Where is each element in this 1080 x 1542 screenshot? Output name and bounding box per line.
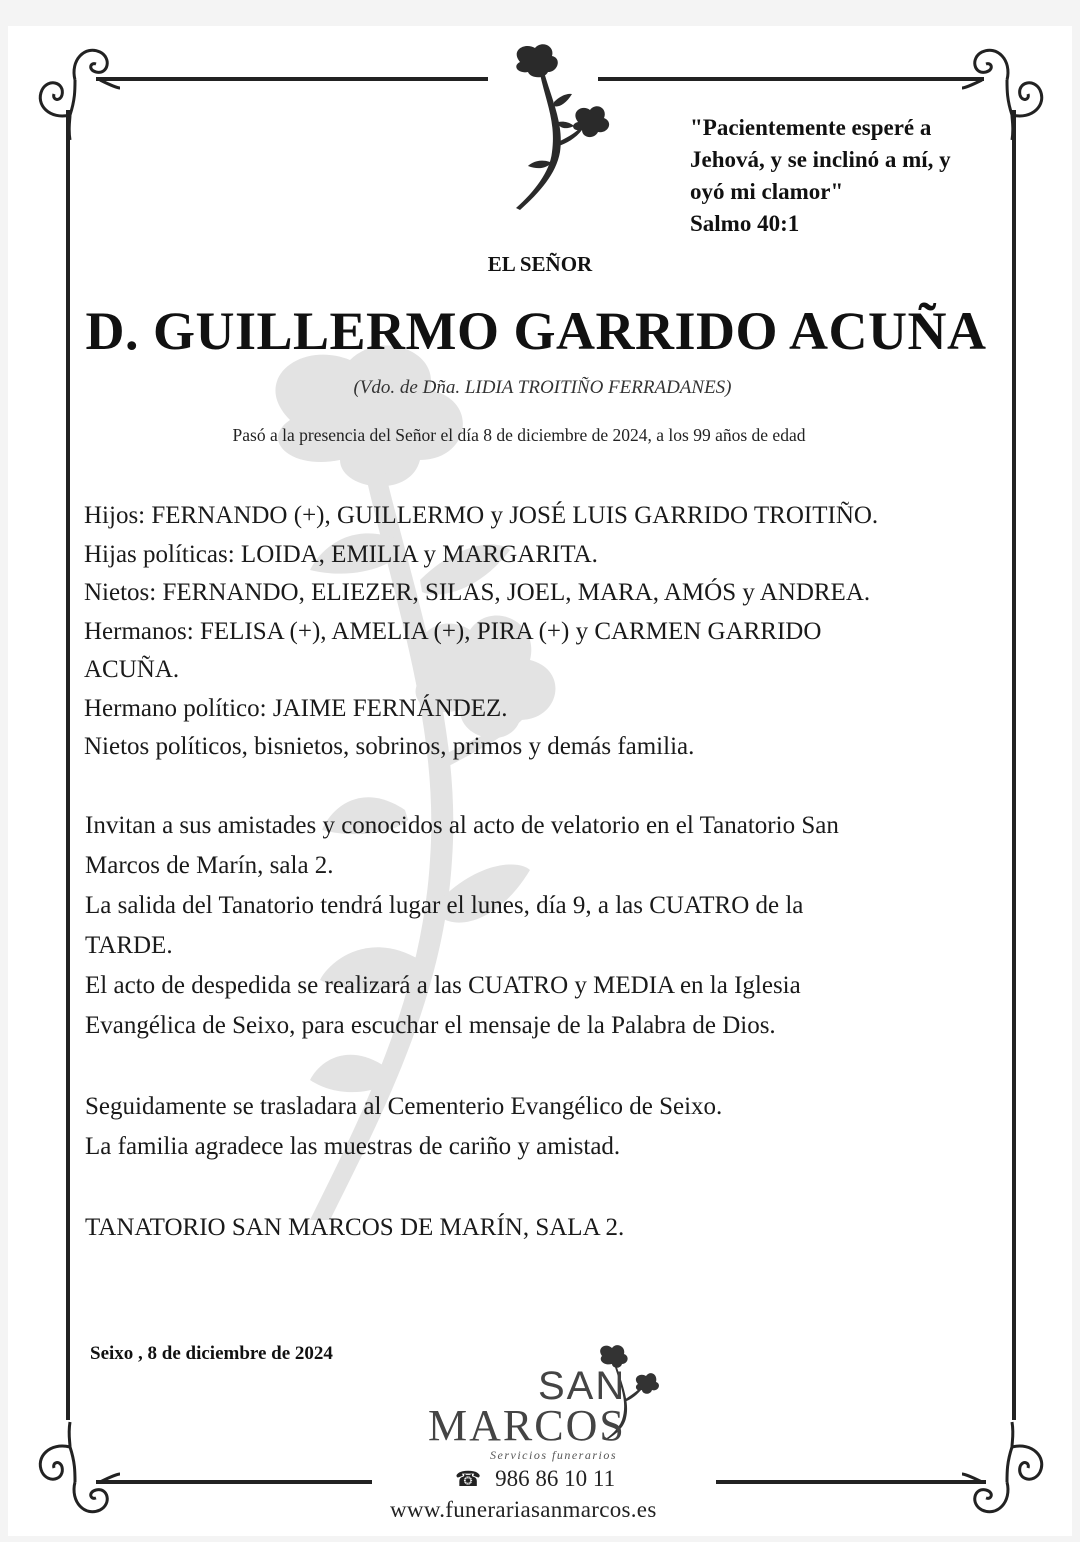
passing-note: Pasó a la presencia del Señor el día 8 de diciembre de 2024, a los 99 años de edad — [232, 425, 806, 445]
family-line: ACUÑA. — [84, 656, 180, 683]
quote-line-2: Jehová, y se inclinó a mí, y — [690, 147, 951, 172]
family-list — [84, 497, 984, 767]
ceremony-line: Invitan a sus amistades y conocidos al acto de velatorio en el Tanatorio San — [85, 812, 839, 839]
logo-san-text: SAN — [538, 1364, 627, 1408]
ceremony-line: El acto de despedida se realizará a las CUATRO y MEDIA en la Iglesia — [85, 972, 801, 999]
logo-subtitle: Servicios funerarios — [490, 1448, 617, 1462]
corner-ornament-bottom-right-icon — [962, 1412, 1052, 1522]
frame-bottom-right-line — [716, 1480, 986, 1484]
family-line: Hermanos: FELISA (+), AMELIA (+), PIRA (+) y CARMEN GARRIDO — [84, 617, 822, 645]
phone-line — [455, 1466, 615, 1492]
ceremony-line: La salida del Tanatorio tendrá lugar el lunes, día 9, a las CUATRO de la — [85, 892, 804, 919]
corner-ornament-top-left-icon — [30, 40, 120, 150]
corner-ornament-bottom-left-icon — [30, 1412, 120, 1522]
flower-icon — [500, 42, 620, 212]
ceremony-details — [85, 806, 985, 1046]
location-line — [85, 1208, 985, 1248]
frame-bottom-left-line — [96, 1480, 372, 1484]
closing-line-1: Seguidamente se trasladara al Cementerio Evangélico de Seixo. — [85, 1093, 723, 1120]
family-line: Nietos: FERNANDO, ELIEZER, SILAS, JOEL, MARA, AMÓS y ANDREA. — [84, 579, 871, 606]
family-line: Nietos políticos, bisnietos, sobrinos, primos y demás familia. — [84, 733, 695, 760]
frame-top-left-line — [96, 77, 488, 81]
closing-line-2: La familia agradece las muestras de cariño y amistad. — [85, 1133, 621, 1160]
ceremony-line: Evangélica de Seixo, para escuchar el mensaje de la Palabra de Dios. — [85, 1012, 776, 1039]
san-marcos-logo — [428, 1344, 668, 1464]
widower-note: (Vdo. de Dña. LIDIA TROITIÑO FERRADANES) — [353, 377, 732, 398]
family-line: Hijos: FERNANDO (+), GUILLERMO y JOSÉ LUIS GARRIDO TROITIÑO. — [84, 502, 879, 529]
phone-number[interactable]: 986 86 10 11 — [495, 1466, 616, 1491]
ceremony-line: Marcos de Marín, sala 2. — [85, 852, 334, 879]
place-date: Seixo , 8 de diciembre de 2024 — [90, 1343, 333, 1364]
family-line: Hijas políticas: LOIDA, EMILIA y MARGARITA. — [84, 540, 598, 568]
closing-text — [85, 1087, 985, 1167]
ceremony-line: TARDE. — [85, 932, 173, 959]
quote-line-3: oyó mi clamor" — [690, 179, 844, 204]
deceased-name: D. GUILLERMO GARRIDO ACUÑA — [85, 301, 987, 361]
bible-quote — [690, 112, 1010, 240]
quote-reference: Salmo 40:1 — [690, 211, 800, 236]
quote-line-1: "Pacientemente esperé a — [690, 115, 932, 140]
family-line: Hermano político: JAIME FERNÁNDEZ. — [84, 694, 508, 722]
frame-top-right-line — [598, 77, 984, 81]
location-text: TANATORIO SAN MARCOS DE MARÍN, SALA 2. — [85, 1214, 625, 1241]
website-link[interactable]: www.funerariasanmarcos.es — [390, 1497, 657, 1522]
title-prefix: EL SEÑOR — [487, 252, 593, 276]
logo-marcos-text: MARCOS — [428, 1401, 626, 1450]
telephone-icon: ☎ — [455, 1467, 482, 1491]
